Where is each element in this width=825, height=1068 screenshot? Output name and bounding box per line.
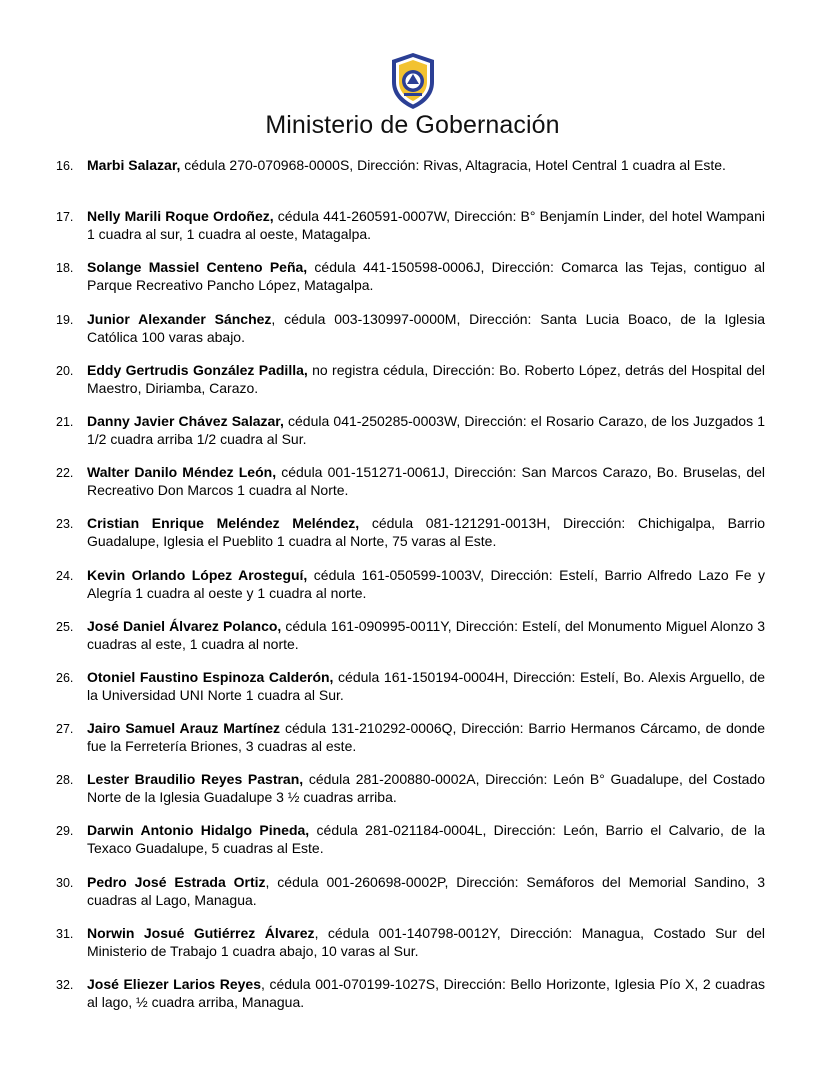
item-number: 27. [56,722,74,737]
person-details: cédula 441-150598-0006J, Dirección: Comarca las Tejas, contiguo al Parque Recreativo Pancho López, Matagalpa. [87,259,765,294]
item-text [87,924,765,960]
person-details: cédula 161-150194-0004H, Dirección: Estelí, Bo. Alexis Arguello, de la Universidad UNI Norte 1 cuadra al Sur. [87,668,765,703]
person-details: cédula 441-260591-0007W, Dirección: B° Benjamín Linder, del hotel Wampani 1 cuadra al sur, 1 cuadra al oeste, Matagalpa. [87,208,765,243]
item-number: 25. [56,619,74,634]
list-item [0,614,825,665]
list-item [0,358,825,409]
list-item [0,767,825,818]
item-number: 32. [56,978,74,992]
document-header [0,52,825,140]
item-text [87,207,765,243]
item-text [87,310,765,346]
item-number: 19. [56,312,74,327]
person-name: Jairo Samuel Arauz Martínez [87,720,281,737]
person-name: Pedro José Estrada Ortiz [87,873,266,890]
list-item [0,511,825,562]
list-item [0,818,825,869]
item-number: 29. [56,824,74,839]
list-item [0,716,825,767]
ministry-title: Ministerio de Gobernación [265,111,560,139]
ministry-shield-logo [390,52,436,110]
item-number: 17. [56,210,74,225]
person-name: Norwin Josué Gutiérrez Álvarez [87,924,315,941]
person-name: José Eliezer Larios Reyes [87,976,261,992]
item-number: 30. [56,875,74,890]
list-item [0,255,825,306]
item-text [87,463,765,499]
person-name: Junior Alexander Sánchez [87,310,272,327]
person-name: Lester Braudilio Reyes Pastran, [87,771,304,788]
item-text [87,156,765,174]
person-name: Kevin Orlando López Arosteguí, [87,566,308,583]
person-details: , cédula 001-260698-0002P, Dirección: Semáforos del Memorial Sandino, 3 cuadras al Lago, Managua. [87,873,765,908]
person-name: Darwin Antonio Hidalgo Pineda, [87,822,310,839]
list-item [0,307,825,358]
person-name: Eddy Gertrudis González Padilla, [87,361,308,378]
list-item [0,665,825,716]
list-item [0,870,825,921]
list-item [0,460,825,511]
item-number: 16. [56,159,74,173]
item-number: 22. [56,466,74,481]
item-number: 24. [56,568,74,583]
person-details: cédula 281-200880-0002A, Dirección: León B° Guadalupe, del Costado Norte de la Iglesia Guadalupe 3 ½ cuadras arriba. [87,771,765,806]
person-name: Marbi Salazar, [87,157,181,173]
person-details: cédula 270-070968-0000S, Dirección: Rivas, Altagracia, Hotel Central 1 cuadra al Este. [180,157,726,173]
list-item [0,921,825,972]
item-number: 18. [56,261,74,276]
person-name: Walter Danilo Méndez León, [87,464,277,481]
person-details: , cédula 001-070199-1027S, Dirección: Bello Horizonte, Iglesia Pío X, 2 cuadras al lago, ½ cuadra arriba, Managua. [87,976,765,1010]
person-name: Nelly Marili Roque Ordoñez, [87,208,274,225]
person-details: cédula 281-021184-0004L, Dirección: León, Barrio el Calvario, de la Texaco Guadalupe, 5 cuadras al Este. [87,822,765,857]
item-number: 31. [56,926,74,941]
item-text [87,873,765,909]
list-item [0,409,825,460]
item-text [87,412,765,448]
item-number: 23. [56,517,74,532]
list-item [0,563,825,614]
item-text [87,258,765,294]
person-name: José Daniel Álvarez Polanco, [87,617,282,634]
person-details: no registra cédula, Dirección: Bo. Roberto López, detrás del Hospital del Maestro, Diriamba, Carazo. [87,361,765,396]
person-details: , cédula 001-140798-0012Y, Dirección: Managua, Costado Sur del Ministerio de Trabajo 1 cuadra abajo, 10 varas al Sur. [87,924,766,959]
item-text [87,668,765,704]
list-item [0,972,825,1023]
person-name: Solange Massiel Centeno Peña, [87,259,308,276]
person-details: cédula 081-121291-0013H, Dirección: Chichigalpa, Barrio Guadalupe, Iglesia el Pueblito 1 cuadra al Norte, 75 varas al Este. [87,515,765,550]
item-text [87,566,765,602]
entry-list [0,153,825,1023]
person-name: Danny Javier Chávez Salazar, [87,412,284,429]
item-text [87,719,765,755]
item-text [87,770,765,806]
person-details: cédula 001-151271-0061J, Dirección: San Marcos Carazo, Bo. Bruselas, del Recreativo Don Marcos 1 cuadra al Norte. [87,464,765,499]
list-item [0,204,825,255]
item-text [87,975,765,1011]
person-details: cédula 041-250285-0003W, Dirección: el Rosario Carazo, de los Juzgados 1 1/2 cuadra arriba 1/2 cuadra al Sur. [87,412,765,447]
person-name: Otoniel Faustino Espinoza Calderón, [87,668,334,685]
person-details: , cédula 003-130997-0000M, Dirección: Santa Lucia Boaco, de la Iglesia Católica 100 varas abajo. [87,310,765,345]
item-text [87,514,765,550]
item-number: 26. [56,670,74,685]
item-number: 20. [56,363,74,378]
item-text [87,617,765,653]
item-number: 21. [56,414,74,429]
list-item [0,153,825,204]
person-details: cédula 161-090995-0011Y, Dirección: Estelí, del Monumento Miguel Alonzo 3 cuadras al este, 1 cuadra al norte. [87,617,765,652]
person-details: cédula 161-050599-1003V, Dirección: Estelí, Barrio Alfredo Lazo Fe y Alegría 1 cuadra al oeste y 1 cuadra al norte. [87,566,765,601]
item-text [87,821,765,857]
person-name: Cristian Enrique Meléndez Meléndez, [87,515,360,532]
person-details: cédula 131-210292-0006Q, Dirección: Barrio Hermanos Cárcamo, de donde fue la Ferretería Briones, 3 cuadras al este. [87,720,766,755]
item-number: 28. [56,773,74,788]
item-text [87,361,765,397]
